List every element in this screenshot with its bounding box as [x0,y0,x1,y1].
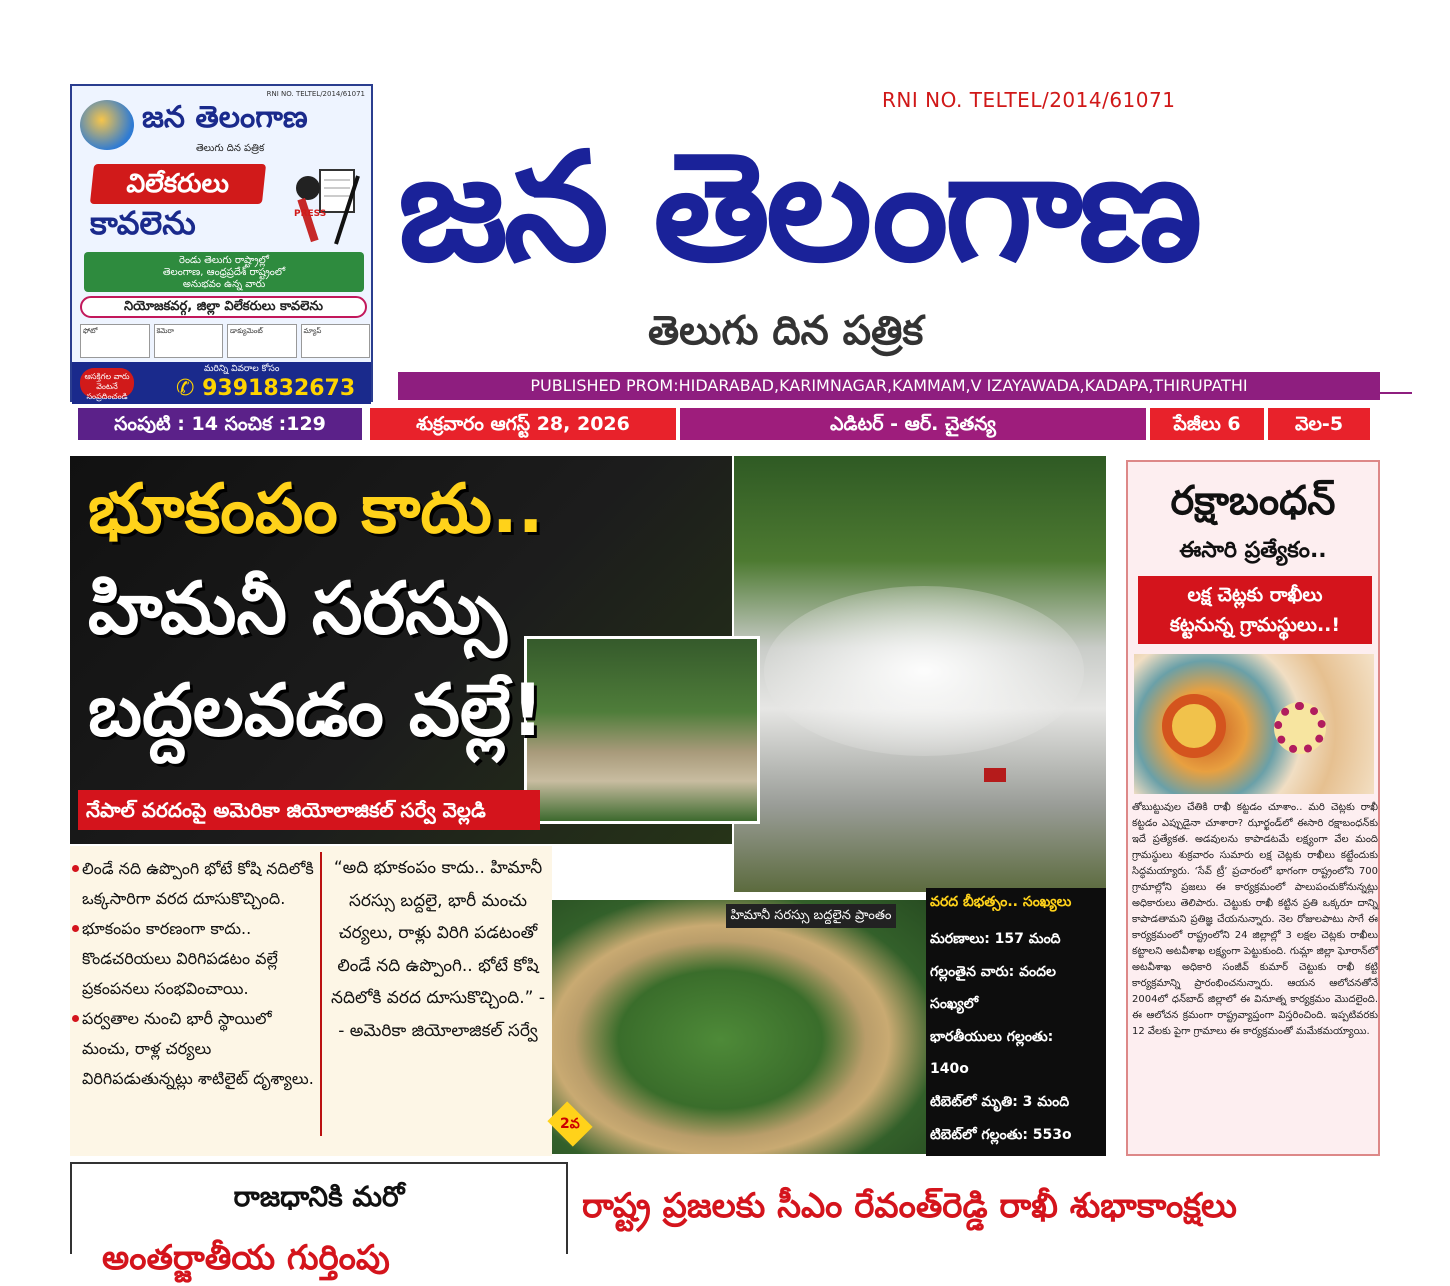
ad-camera-icon: కెమెరా [154,324,224,358]
raksha-body: తోబుట్టువుల చేతికి రాఖీ కట్టడం చూశాం.. మరి చెట్లకు రాఖీ కట్టడం ఎప్పుడైనా చూశారా? ఝార్ఖండ్‌లో ఈసారి రక్షాబంధన్‌కు ఇదే ప్రత్యేకత. అడవులను కాపాడటమే లక్ష్యంగా వేల మంది గ్రామస్థులు శుక్రవారం సుమారు లక్ష చెట్లకు రాఖీలు కట్టేందుకు సిద్ధమయ్యారు. ‘సేవ్ ట్రీ’ ప్రచారంలో భాగంగా రాష్ట్రంలోని 700 గ్రామాల్లోని ప్రజలు ఈ కార్యక్రమంలో పాలుపంచుకోనున్నట్లు అధికారులు తెలిపారు. చెట్టుకు రాఖీ కట్టిన ప్రతి ఒక్కరూ దాన్ని కాపాడతామని ప్రతిజ్ఞ చేయనున్నారు. నెల రోజులపాటు సాగే ఈ కార్యక్రమంలో రాష్ట్రంలోని 24 జిల్లాల్లో 3 లక్షల చెట్లకు రాఖీలు కట్టాలని అటవీశాఖ లక్ష్యంగా పెట్టుకుంది. గుమ్లా జిల్లా ఘోరాన్‌లో అటవీశాఖ అధికారి సంజీవ్ కుమార్ చెట్టుకు రాఖీ కట్టి కార్యక్రమాన్ని ప్రారంభించనున్నారు. ఆయన ఆలోచనతోనే 2004లో ధన్‌బాద్ జిల్లాలో ఈ వినూత్న కార్యక్రమం మొదలైంది. ఈ ఆలోచన క్రమంగా రాష్ట్రవ్యాప్తంగా విస్తరించింది. ఇప్పటివరకు 12 వేలకు పైగా గ్రామాలు ఈ కార్యక్రమంతో మమేకమయ్యాయి. [1132,802,1378,1037]
ad-rni: RNI NO. TELTEL/2014/61071 [266,90,365,98]
ad-green-line1: రెండు తెలుగు రాష్ట్రాల్లో [179,255,269,266]
lead-headline-line1: భూకంపం కాదు.. [88,470,544,549]
raksha-title: రక్షాబంధన్ [1170,478,1336,524]
ad-subtitle: తెలుగు దిన పత్రిక [196,143,265,154]
published-from-bar: PUBLISHED PROM:HIDARABAD,KARIMNAGAR,KAMMAM,V IZAYAWADA,KADAPA,THIRUPATHI [398,372,1380,400]
bullet-item: లిండే నది ఉప్పొంగి భోటే కోషి నదిలోకి ఒక్కసారిగా వరద దూసుకొచ్చింది. [74,854,318,914]
ad-map-icon: మ్యాప్ [301,324,371,358]
ad-banner-reporters: విలేకరులు [90,164,266,204]
ad-pill: నియోజకవర్గ, జిల్లా విలేకరులు కావలెను [80,296,367,318]
masthead-rni: RNI NO. TELTEL/2014/61071 [882,88,1176,112]
page-count: పేజీలు 6 [1150,408,1264,440]
stats-title: వరద బీభత్సం.. సంఖ్యలు [930,894,1072,910]
stats-line: టిబెట్‌లో మృతి: 3 మంది [930,1093,1070,1110]
dust-cloud [764,586,1084,756]
ad-document-icon: డాక్యుమెంట్ [227,324,297,358]
rakhi-icon [1162,694,1226,758]
story-bullets [70,846,322,1156]
column-divider [320,852,322,1136]
editor-name: ఎడిటర్ - ఆర్. చైతన్య [680,408,1146,440]
rakshabandhan-story [1126,460,1380,1156]
issue-date: శుక్రవారం ఆగస్ట్ 28, 2026 [370,408,676,440]
stats-line: 140o [930,1061,969,1078]
published-bar-rule [1380,392,1412,394]
press-microphone-icon [288,166,362,250]
river-bend-photo [552,900,926,1154]
ad-icon-row [80,324,370,358]
rakhi-photo [1134,654,1374,794]
raksha-highlight [1138,576,1372,644]
stats-line: భారతీయులు గల్లంతు: [930,1028,1054,1045]
cm-greetings-headline: రాష్ట్ర ప్రజలకు సీఎం రేవంత్‌రెడ్డి రాఖీ శుభాకాంక్షలు [582,1186,1237,1226]
masthead-title: జన తెలంగాణ [398,121,1199,295]
capital-story-title: రాజధానికి మరో [233,1180,405,1213]
stats-line: గల్లంతైన వారు: వందల [930,963,1056,980]
ad-banner-wanted: కావలెను [90,204,196,242]
page-reference-text: 2వ [560,1115,580,1132]
rakhi-icon [1274,702,1326,754]
lead-headline-line2: హిమనీ సరస్సు [88,566,507,650]
ad-more-details: మరిన్ని వివరాల కోసం [204,364,280,374]
ad-green-line3: అనుభవం ఉన్న వారు [182,279,266,290]
ad-contact-footer [72,362,371,404]
stats-line: సంఖ్యలో [930,996,979,1013]
capital-story-box [70,1162,568,1278]
landslide-photo [734,456,1106,892]
lead-headline-line3: బద్దలవడం వల్లే! [88,668,544,752]
price: వెల-5 [1268,408,1370,440]
ad-contact-note: ఆసక్తిగల వారు వెంటనే సంప్రదించండి [80,368,134,398]
raksha-subtitle: ఈసారి ప్రత్యేకం.. [1179,538,1327,563]
pull-quote: “అది భూకంపం కాదు.. హిమానీ సరస్సు బద్దలై, భారీ మంచు చర్యలు, రాళ్లు విరిగి పడటంతో లిండే నది ఉప్పొంగి.. భోటే కోషి నదిలోకి వరద దూసుకొచ్చింది.” -- అమెరికా జియోలాజికల్ సర్వే [322,846,552,1156]
raksha-highlight-line1: లక్ష చెట్లకు రాఖీలు [1187,584,1323,606]
ad-title: జన తెలంగాణ [142,100,308,135]
stats-line: మరణాలు: 157 మంది [930,931,1061,947]
stats-line: టిబెట్‌లో గల్లంతు: 553o [930,1126,1072,1143]
flood-stats-box [926,888,1106,1156]
masthead-tagline: తెలుగు దిన పత్రిక [648,308,924,354]
ad-photo-icon: ఫోటో [80,324,150,358]
recruitment-ad [70,84,373,402]
raksha-highlight-line2: కట్టనున్న గ్రామస్థులు..! [1169,614,1341,636]
valley-inset-photo [524,636,760,824]
ad-eligibility [84,252,364,292]
press-tag: PRESS [294,209,327,219]
ad-green-line2: తెలంగాణ, ఆంధ్రప్రదేశ్ రాష్ట్రంలో [162,267,286,278]
truck [984,768,1006,782]
newspaper-logo-icon [80,100,134,150]
bullet-item: పర్వతాల నుంచి భారీ స్థాయిలో మంచు, రాళ్ల చర్యలు విరిగిపడుతున్నట్లు శాటిలైట్ దృశ్యాలు. [74,1004,318,1094]
ad-phone-value: 9391832673 [202,376,356,401]
ad-phone-number: ✆ 9391832673 [176,376,356,401]
lead-strapline: నేపాల్ వరదంపై అమెరికా జియోలాజికల్ సర్వే వెల్లడి [78,790,540,830]
capital-story-headline: అంతర్జాతీయ గుర్తింపు [102,1238,390,1278]
river-photo-caption: హిమానీ సరస్సు బద్దలైన ప్రాంతం [726,904,896,928]
bullet-item: భూకంపం కారణంగా కాదు.. కొండచరియలు విరిగిపడటం వల్లే ప్రకంపనలు సంభవించాయి. [74,914,318,1004]
volume-issue: సంపుటి : 14 సంచిక :129 [78,408,362,440]
